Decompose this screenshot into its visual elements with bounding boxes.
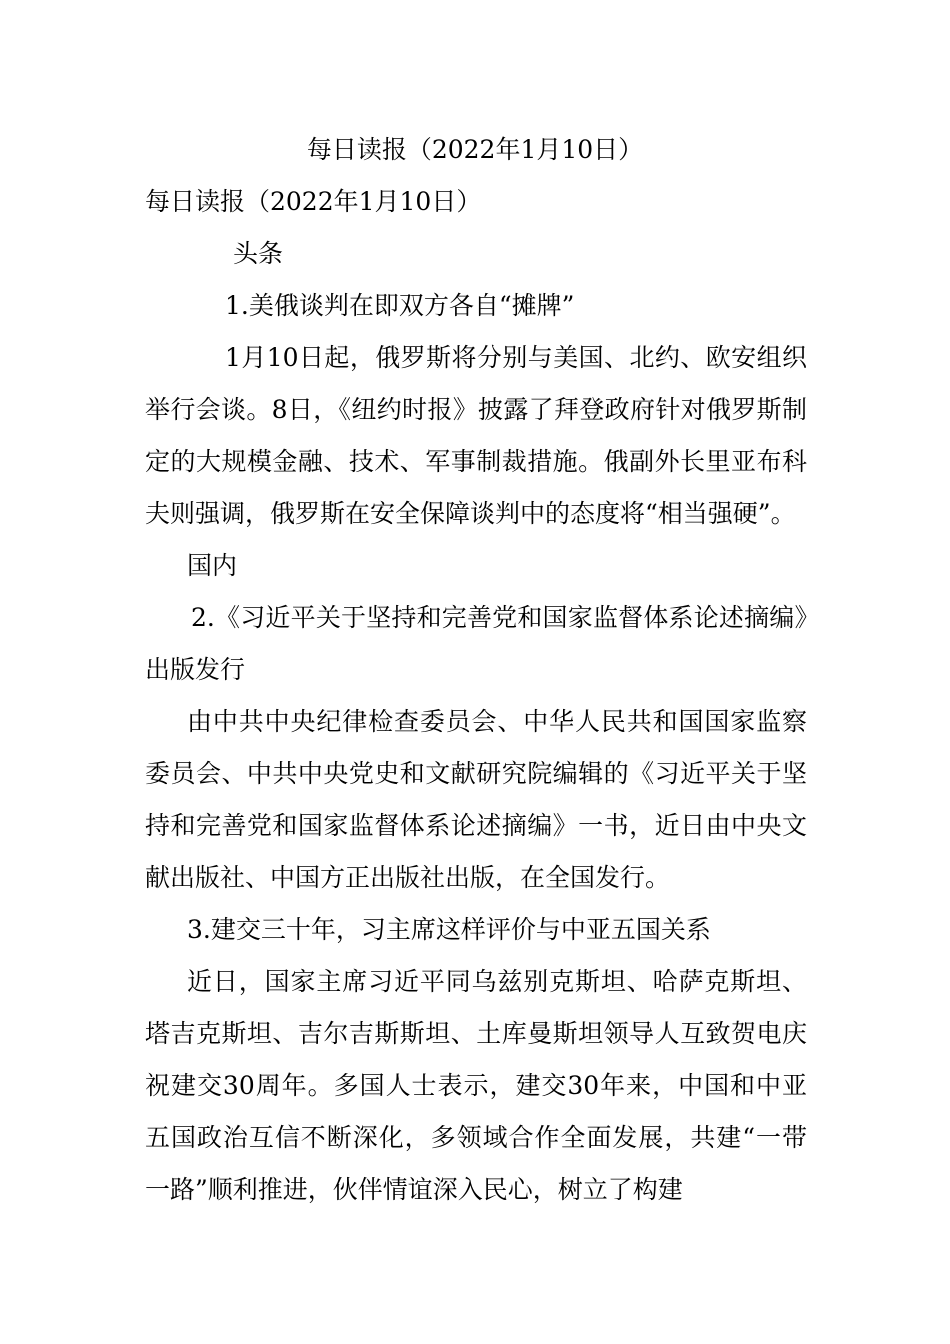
- article-heading-2: 2.《习近平关于坚持和完善党和国家监督体系论述摘编》出版发行: [145, 603, 807, 684]
- subtitle-paragraph: 每日读报（2022年1月10日）: [145, 187, 482, 216]
- document-title: 每日读报（2022年1月10日）: [306, 135, 644, 164]
- article-heading-3: 3.建交三十年，习主席这样评价与中亚五国关系: [187, 915, 711, 944]
- article-body-2: 由中共中央纪律检查委员会、中华人民共和国国家监察委员会、中共中央党史和文献研究院编辑的《习近平关于坚持和完善党和国家监督体系论述摘编》一书，近日由中央文献出版社、中国方正出版社出版，在全国发行。: [145, 707, 807, 892]
- article-heading-1: 1.美俄谈判在即双方各自“摊牌”: [225, 291, 575, 320]
- section-heading-domestic: 国内: [187, 551, 238, 580]
- article-body-1: 1月10日起，俄罗斯将分别与美国、北约、欧安组织举行会谈。8日，《纽约时报》披露了拜登政府针对俄罗斯制定的大规模金融、技术、军事制裁措施。俄副外长里亚布科夫则强调，俄罗斯在安全保障谈判中的态度将“相当强硬”。: [145, 343, 807, 528]
- article-body-3: 近日，国家主席习近平同乌兹别克斯坦、哈萨克斯坦、塔吉克斯坦、吉尔吉斯斯坦、土库曼斯坦领导人互致贺电庆祝建交30周年。多国人士表示，建交30年来，中国和中亚五国政治互信不断深化，多领域合作全面发展，共建“一带一路”顺利推进，伙伴情谊深入民心，树立了构建: [145, 967, 807, 1204]
- document-body: [145, 176, 807, 1216]
- section-heading-headlines: 头条: [233, 239, 284, 268]
